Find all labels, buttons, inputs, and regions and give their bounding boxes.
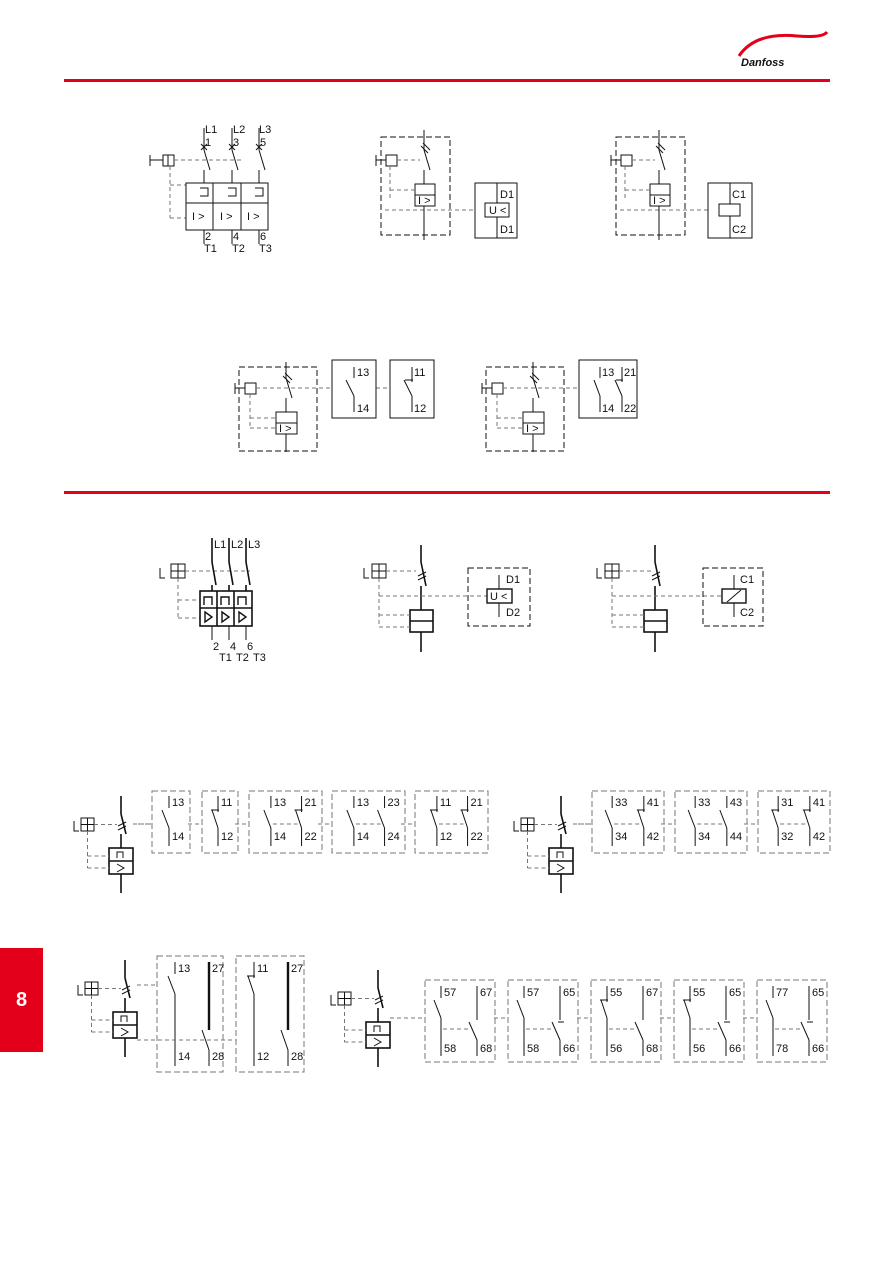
terminal-label: 11 bbox=[221, 797, 233, 809]
terminal-label: 27 bbox=[291, 963, 304, 975]
terminal-label: 55 bbox=[610, 987, 623, 999]
label-L2: L2 bbox=[233, 124, 246, 136]
label-2: 2 bbox=[213, 641, 220, 653]
brand-name: Danfoss bbox=[741, 57, 785, 69]
label-5: 5 bbox=[260, 137, 267, 149]
terminal-label: 24 bbox=[387, 831, 400, 843]
terminal-label: 67 bbox=[646, 987, 659, 999]
label-T2: T2 bbox=[232, 243, 245, 255]
terminal-label: 13 bbox=[172, 797, 185, 809]
terminal-label: 32 bbox=[781, 831, 794, 843]
terminal-label: 67 bbox=[480, 987, 493, 999]
terminal-label: 28 bbox=[291, 1051, 304, 1063]
shunt-bottom: C2 bbox=[732, 224, 747, 236]
terminal-label: 33 bbox=[698, 797, 711, 809]
terminal-label: 66 bbox=[563, 1043, 576, 1055]
terminal-label: 78 bbox=[776, 1043, 789, 1055]
aux-combo-c: 14 bbox=[602, 403, 615, 415]
aux-no-bottom: 14 bbox=[357, 403, 370, 415]
terminal-label: 23 bbox=[387, 797, 400, 809]
terminal-label: 56 bbox=[693, 1043, 706, 1055]
label-L1: L1 bbox=[205, 124, 218, 136]
shunt-top: C1 bbox=[732, 189, 747, 201]
label-3: 3 bbox=[233, 137, 240, 149]
terminal-label: 13 bbox=[273, 797, 287, 809]
terminal-label: 12 bbox=[221, 831, 234, 843]
terminal-label: 57 bbox=[444, 987, 457, 999]
label-T2: T2 bbox=[236, 652, 249, 664]
terminal-label: 41 bbox=[646, 797, 660, 809]
trip-symbol: I > bbox=[247, 211, 260, 223]
aux-nc-top: 11 bbox=[414, 367, 426, 379]
terminal-label: 65 bbox=[729, 987, 742, 999]
terminal-label: 14 bbox=[356, 831, 370, 843]
label-L2: L2 bbox=[231, 539, 244, 551]
terminal-label: 28 bbox=[212, 1051, 225, 1063]
uv-bottom: D1 bbox=[500, 224, 515, 236]
terminal-label: 65 bbox=[563, 987, 576, 999]
terminal-label: 14 bbox=[273, 831, 287, 843]
section2-labels bbox=[213, 539, 754, 664]
shunt-bottom: C2 bbox=[740, 607, 755, 619]
label-T3: T3 bbox=[259, 243, 272, 255]
aux-combo-b: 21 bbox=[624, 367, 637, 379]
terminal-label: 68 bbox=[646, 1043, 659, 1055]
trip-symbol: I > bbox=[220, 211, 233, 223]
mpcb-three-pole-diagram-iec bbox=[160, 538, 252, 640]
trip-symbol: I > bbox=[418, 195, 431, 207]
mpcb-with-shunt-release bbox=[611, 130, 752, 240]
terminal-label: 68 bbox=[480, 1043, 493, 1055]
terminal-label: 14 bbox=[172, 831, 185, 843]
terminal-label: 21 bbox=[304, 797, 317, 809]
terminal-label: 57 bbox=[527, 987, 540, 999]
label-6: 6 bbox=[260, 231, 267, 243]
terminal-label: 66 bbox=[812, 1043, 825, 1055]
trip-symbol: I > bbox=[653, 195, 666, 207]
aux-nc-bottom: 12 bbox=[414, 403, 427, 415]
terminal-label: 65 bbox=[812, 987, 825, 999]
terminal-label: 27 bbox=[212, 963, 225, 975]
section1-labels bbox=[192, 124, 746, 435]
shunt-top: C1 bbox=[740, 574, 755, 586]
terminal-label: 13 bbox=[178, 963, 191, 975]
label-6: 6 bbox=[247, 641, 254, 653]
terminal-label: 14 bbox=[178, 1051, 191, 1063]
label-4: 4 bbox=[230, 641, 237, 653]
terminal-label: 11 bbox=[257, 963, 269, 975]
label-L3: L3 bbox=[248, 539, 261, 551]
terminal-label: 42 bbox=[812, 831, 826, 843]
terminal-label: 41 bbox=[812, 797, 826, 809]
trip-symbol: I > bbox=[279, 423, 292, 435]
terminal-label: 34 bbox=[698, 831, 711, 843]
trip-symbol: I > bbox=[192, 211, 205, 223]
terminal-label: 31 bbox=[781, 797, 794, 809]
terminal-label: 58 bbox=[444, 1043, 457, 1055]
terminal-label: 77 bbox=[776, 987, 789, 999]
terminal-label: 33 bbox=[615, 797, 628, 809]
label-L3: L3 bbox=[259, 124, 272, 136]
terminal-label: 55 bbox=[693, 987, 706, 999]
chapter-number: 8 bbox=[15, 988, 28, 1011]
terminal-label: 44 bbox=[729, 831, 743, 843]
trip-symbol: I > bbox=[526, 423, 539, 435]
terminal-label: 13 bbox=[356, 797, 370, 809]
mpcb-with-auxiliary-contacts bbox=[235, 360, 434, 452]
label-2: 2 bbox=[205, 231, 212, 243]
uv-top: D1 bbox=[500, 189, 515, 201]
uv-bottom: D2 bbox=[506, 607, 521, 619]
terminal-label: 22 bbox=[304, 831, 317, 843]
mpcb-with-shunt-release-iec bbox=[597, 545, 763, 652]
label-L1: L1 bbox=[214, 539, 227, 551]
aux-combo-a: 13 bbox=[602, 367, 615, 379]
terminal-label: 66 bbox=[729, 1043, 742, 1055]
uv-top: D1 bbox=[506, 574, 521, 586]
label-4: 4 bbox=[233, 231, 240, 243]
uv-symbol: U < bbox=[490, 591, 508, 603]
terminal-label: 34 bbox=[615, 831, 628, 843]
label-1: 1 bbox=[205, 137, 212, 149]
terminal-label: 21 bbox=[470, 797, 483, 809]
terminal-label: 42 bbox=[646, 831, 660, 843]
label-T3: T3 bbox=[253, 652, 266, 664]
mpcb-with-undervoltage-release bbox=[376, 130, 517, 240]
terminal-label: 11 bbox=[439, 797, 452, 809]
aux-combo-d: 22 bbox=[624, 403, 637, 415]
terminal-label: 22 bbox=[470, 831, 483, 843]
aux-no-top: 13 bbox=[357, 367, 370, 379]
uv-symbol: U < bbox=[489, 205, 507, 217]
terminal-label: 12 bbox=[439, 831, 453, 843]
terminal-label: 43 bbox=[729, 797, 743, 809]
label-T1: T1 bbox=[219, 652, 232, 664]
terminal-label: 58 bbox=[527, 1043, 540, 1055]
terminal-label: 56 bbox=[610, 1043, 623, 1055]
terminal-label: 12 bbox=[257, 1051, 270, 1063]
label-T1: T1 bbox=[204, 243, 217, 255]
